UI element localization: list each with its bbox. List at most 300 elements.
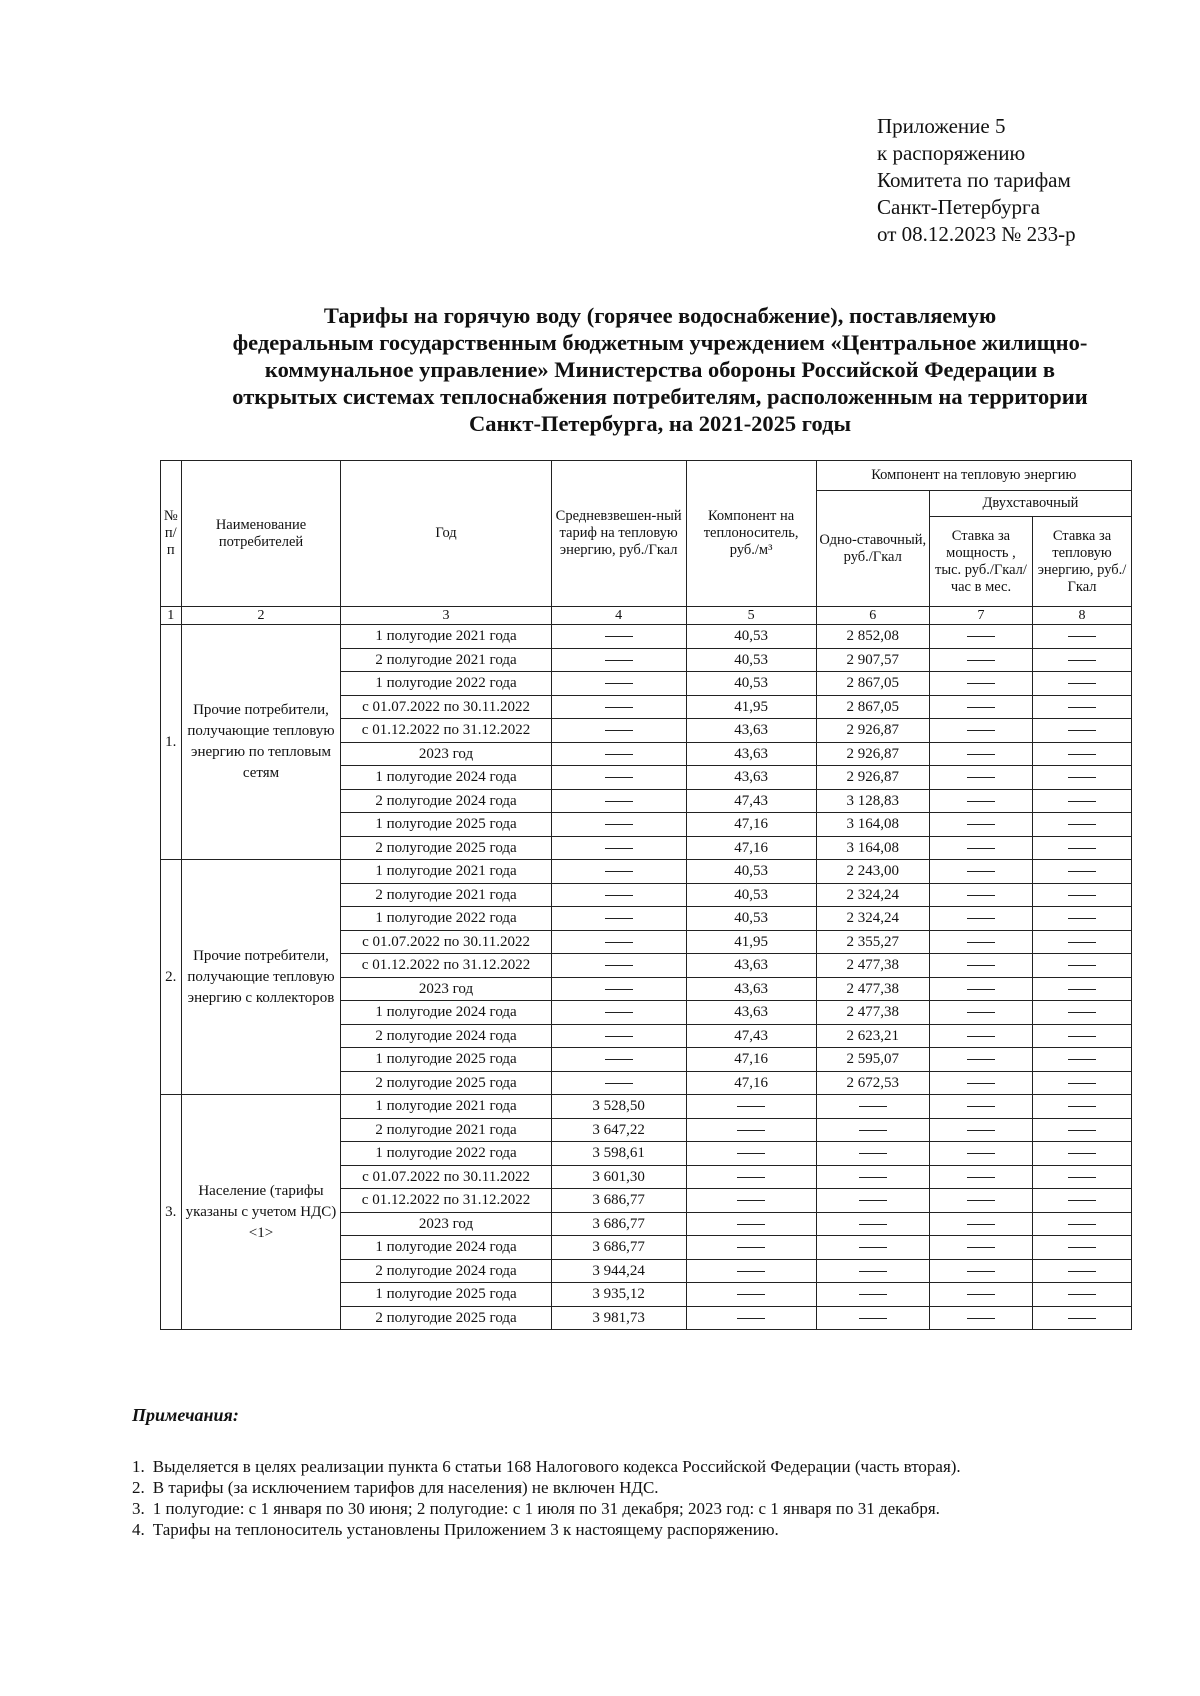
single-rate-cell: 3 128,83 <box>816 789 929 813</box>
header-year: Год <box>341 461 551 607</box>
period-cell: с 01.07.2022 по 30.11.2022 <box>341 930 551 954</box>
single-rate-cell: 2 926,87 <box>816 742 929 766</box>
dash-mark <box>967 1083 995 1084</box>
capacity-rate-cell <box>929 1306 1032 1330</box>
coolant-cell: 41,95 <box>686 695 816 719</box>
period-cell: с 01.07.2022 по 30.11.2022 <box>341 695 551 719</box>
capacity-rate-cell <box>929 1165 1032 1189</box>
dash-mark <box>1068 683 1096 684</box>
capacity-rate-cell <box>929 930 1032 954</box>
dash-mark <box>605 730 633 731</box>
single-rate-cell: 2 324,24 <box>816 907 929 931</box>
dash-mark <box>967 683 995 684</box>
dash-mark <box>605 871 633 872</box>
coolant-cell: 43,63 <box>686 954 816 978</box>
group-number: 1. <box>161 625 182 860</box>
avg-tariff-cell <box>551 907 686 931</box>
dash-mark <box>967 1177 995 1178</box>
title-line: открытых системах теплоснабжения потребителям, расположенным на территории <box>232 384 1088 409</box>
dash-mark <box>967 754 995 755</box>
dash-mark <box>737 1153 765 1154</box>
note-number: 2. <box>132 1478 145 1497</box>
energy-rate-cell <box>1033 1048 1132 1072</box>
column-number: 6 <box>816 607 929 625</box>
energy-rate-cell <box>1033 648 1132 672</box>
single-rate-cell: 2 907,57 <box>816 648 929 672</box>
dash-mark <box>1068 1083 1096 1084</box>
coolant-cell <box>686 1306 816 1330</box>
coolant-cell <box>686 1189 816 1213</box>
coolant-cell <box>686 1118 816 1142</box>
notes-title: Примечания: <box>132 1405 239 1425</box>
single-rate-cell: 2 926,87 <box>816 719 929 743</box>
capacity-rate-cell <box>929 883 1032 907</box>
avg-tariff-cell <box>551 954 686 978</box>
dash-mark <box>967 895 995 896</box>
coolant-cell <box>686 1142 816 1166</box>
energy-rate-cell <box>1033 930 1132 954</box>
single-rate-cell: 2 324,24 <box>816 883 929 907</box>
single-rate-cell: 2 477,38 <box>816 1001 929 1025</box>
consumer-group-name: Население (тарифы указаны с учетом НДС) <1> <box>181 1095 341 1330</box>
capacity-rate-cell <box>929 1259 1032 1283</box>
period-cell: с 01.12.2022 по 31.12.2022 <box>341 1189 551 1213</box>
table-row <box>161 625 1132 649</box>
note-item <box>132 1477 1112 1498</box>
header-energy-rate: Ставка за тепловую энергию, руб./Гкал <box>1033 517 1132 607</box>
dash-mark <box>859 1177 887 1178</box>
column-number: 3 <box>341 607 551 625</box>
avg-tariff-cell <box>551 1071 686 1095</box>
header-single-rate: Одно-ставочный, руб./Гкал <box>816 491 929 607</box>
avg-tariff-cell <box>551 625 686 649</box>
single-rate-cell <box>816 1189 929 1213</box>
capacity-rate-cell <box>929 672 1032 696</box>
capacity-rate-cell <box>929 1001 1032 1025</box>
period-cell: 1 полугодие 2021 года <box>341 1095 551 1119</box>
capacity-rate-cell <box>929 1283 1032 1307</box>
capacity-rate-cell <box>929 954 1032 978</box>
dash-mark <box>1068 1247 1096 1248</box>
dash-mark <box>605 1083 633 1084</box>
period-cell: 1 полугодие 2021 года <box>341 625 551 649</box>
coolant-cell: 40,53 <box>686 625 816 649</box>
capacity-rate-cell <box>929 766 1032 790</box>
single-rate-cell: 3 164,08 <box>816 813 929 837</box>
avg-tariff-cell: 3 935,12 <box>551 1283 686 1307</box>
avg-tariff-cell <box>551 719 686 743</box>
note-number: 3. <box>132 1499 145 1518</box>
energy-rate-cell <box>1033 719 1132 743</box>
period-cell: 1 полугодие 2024 года <box>341 1001 551 1025</box>
group-number: 2. <box>161 860 182 1095</box>
dash-mark <box>605 1012 633 1013</box>
dash-mark <box>967 1318 995 1319</box>
coolant-cell: 43,63 <box>686 1001 816 1025</box>
avg-tariff-cell <box>551 813 686 837</box>
coolant-cell <box>686 1259 816 1283</box>
avg-tariff-cell <box>551 695 686 719</box>
period-cell: 2023 год <box>341 1212 551 1236</box>
capacity-rate-cell <box>929 719 1032 743</box>
header-coolant: Компонент на теплоноситель, руб./м³ <box>686 461 816 607</box>
dash-mark <box>967 1224 995 1225</box>
header-consumer: Наименование потребителей <box>181 461 341 607</box>
avg-tariff-cell: 3 601,30 <box>551 1165 686 1189</box>
capacity-rate-cell <box>929 1118 1032 1142</box>
appendix-line: Комитета по тарифам <box>877 168 1071 192</box>
dash-mark <box>737 1224 765 1225</box>
dash-mark <box>737 1318 765 1319</box>
avg-tariff-cell <box>551 1048 686 1072</box>
dash-mark <box>1068 1059 1096 1060</box>
dash-mark <box>967 871 995 872</box>
capacity-rate-cell <box>929 648 1032 672</box>
energy-rate-cell <box>1033 1283 1132 1307</box>
dash-mark <box>605 989 633 990</box>
energy-rate-cell <box>1033 1189 1132 1213</box>
coolant-cell <box>686 1165 816 1189</box>
capacity-rate-cell <box>929 1048 1032 1072</box>
capacity-rate-cell <box>929 1212 1032 1236</box>
dash-mark <box>605 801 633 802</box>
dash-mark <box>967 636 995 637</box>
dash-mark <box>967 730 995 731</box>
dash-mark <box>967 1153 995 1154</box>
capacity-rate-cell <box>929 1189 1032 1213</box>
column-number: 5 <box>686 607 816 625</box>
dash-mark <box>1068 636 1096 637</box>
dash-mark <box>859 1247 887 1248</box>
single-rate-cell: 2 852,08 <box>816 625 929 649</box>
dash-mark <box>605 660 633 661</box>
dash-mark <box>1068 1177 1096 1178</box>
dash-mark <box>737 1247 765 1248</box>
period-cell: 1 полугодие 2025 года <box>341 813 551 837</box>
note-item <box>132 1519 1112 1540</box>
single-rate-cell <box>816 1236 929 1260</box>
dash-mark <box>1068 895 1096 896</box>
period-cell: 2 полугодие 2024 года <box>341 1024 551 1048</box>
avg-tariff-cell: 3 981,73 <box>551 1306 686 1330</box>
single-rate-cell <box>816 1259 929 1283</box>
period-cell: с 01.12.2022 по 31.12.2022 <box>341 954 551 978</box>
dash-mark <box>967 707 995 708</box>
period-cell: 1 полугодие 2022 года <box>341 1142 551 1166</box>
avg-tariff-cell: 3 944,24 <box>551 1259 686 1283</box>
dash-mark <box>737 1294 765 1295</box>
dash-mark <box>967 1200 995 1201</box>
capacity-rate-cell <box>929 789 1032 813</box>
dash-mark <box>859 1318 887 1319</box>
capacity-rate-cell <box>929 860 1032 884</box>
dash-mark <box>967 1271 995 1272</box>
avg-tariff-cell <box>551 977 686 1001</box>
dash-mark <box>605 707 633 708</box>
dash-mark <box>737 1177 765 1178</box>
dash-mark <box>1068 1036 1096 1037</box>
avg-tariff-cell: 3 598,61 <box>551 1142 686 1166</box>
single-rate-cell: 2 243,00 <box>816 860 929 884</box>
dash-mark <box>1068 1012 1096 1013</box>
header-two-rate: Двухставочный <box>929 491 1131 517</box>
dash-mark <box>967 942 995 943</box>
energy-rate-cell <box>1033 766 1132 790</box>
note-item <box>132 1456 1112 1477</box>
single-rate-cell: 2 623,21 <box>816 1024 929 1048</box>
appendix-line: Санкт-Петербурга <box>877 195 1040 219</box>
avg-tariff-cell <box>551 648 686 672</box>
energy-rate-cell <box>1033 907 1132 931</box>
avg-tariff-cell: 3 686,77 <box>551 1212 686 1236</box>
period-cell: с 01.07.2022 по 30.11.2022 <box>341 1165 551 1189</box>
dash-mark <box>859 1106 887 1107</box>
dash-mark <box>967 777 995 778</box>
consumer-group-name: Прочие потребители, получающие тепловую энергию по тепловым сетям <box>181 625 341 860</box>
coolant-cell: 47,16 <box>686 1071 816 1095</box>
coolant-cell: 47,16 <box>686 813 816 837</box>
dash-mark <box>859 1130 887 1131</box>
energy-rate-cell <box>1033 954 1132 978</box>
single-rate-cell: 2 926,87 <box>816 766 929 790</box>
capacity-rate-cell <box>929 742 1032 766</box>
avg-tariff-cell <box>551 1024 686 1048</box>
note-text: Выделяется в целях реализации пункта 6 статьи 168 Налогового кодекса Российской Федерации (часть вторая). <box>152 1457 961 1476</box>
dash-mark <box>737 1200 765 1201</box>
dash-mark <box>967 918 995 919</box>
energy-rate-cell <box>1033 1024 1132 1048</box>
energy-rate-cell <box>1033 742 1132 766</box>
energy-rate-cell <box>1033 813 1132 837</box>
period-cell: 2 полугодие 2021 года <box>341 1118 551 1142</box>
period-cell: 2 полугодие 2025 года <box>341 1071 551 1095</box>
single-rate-cell <box>816 1212 929 1236</box>
dash-mark <box>967 660 995 661</box>
dash-mark <box>967 1294 995 1295</box>
coolant-cell: 40,53 <box>686 883 816 907</box>
single-rate-cell <box>816 1142 929 1166</box>
avg-tariff-cell <box>551 766 686 790</box>
period-cell: 1 полугодие 2021 года <box>341 860 551 884</box>
appendix-line: Приложение 5 <box>877 114 1006 138</box>
note-text: Тарифы на теплоноситель установлены Приложением 3 к настоящему распоряжению. <box>152 1520 779 1539</box>
period-cell: 2023 год <box>341 742 551 766</box>
energy-rate-cell <box>1033 1212 1132 1236</box>
header-heat-component: Компонент на тепловую энергию <box>816 461 1131 491</box>
dash-mark <box>859 1271 887 1272</box>
table-body <box>161 607 1132 1330</box>
header-num: № п/п <box>161 461 182 607</box>
dash-mark <box>605 636 633 637</box>
appendix-line: к распоряжению <box>877 141 1026 165</box>
capacity-rate-cell <box>929 695 1032 719</box>
dash-mark <box>605 965 633 966</box>
single-rate-cell: 2 672,53 <box>816 1071 929 1095</box>
title-line: коммунальное управление» Министерства обороны Российской Федерации в <box>264 357 1056 382</box>
column-number: 2 <box>181 607 341 625</box>
energy-rate-cell <box>1033 977 1132 1001</box>
dash-mark <box>737 1106 765 1107</box>
dash-mark <box>605 754 633 755</box>
energy-rate-cell <box>1033 789 1132 813</box>
dash-mark <box>967 1106 995 1107</box>
avg-tariff-cell: 3 686,77 <box>551 1236 686 1260</box>
table-row <box>161 860 1132 884</box>
coolant-cell <box>686 1236 816 1260</box>
dash-mark <box>605 683 633 684</box>
avg-tariff-cell <box>551 930 686 954</box>
column-number: 8 <box>1033 607 1132 625</box>
dash-mark <box>859 1153 887 1154</box>
note-text: В тарифы (за исключением тарифов для населения) не включен НДС. <box>152 1478 659 1497</box>
dash-mark <box>605 918 633 919</box>
avg-tariff-cell <box>551 860 686 884</box>
dash-mark <box>737 1130 765 1131</box>
energy-rate-cell <box>1033 836 1132 860</box>
coolant-cell: 40,53 <box>686 907 816 931</box>
dash-mark <box>1068 989 1096 990</box>
dash-mark <box>605 942 633 943</box>
dash-mark <box>1068 848 1096 849</box>
coolant-cell: 47,43 <box>686 789 816 813</box>
column-number: 7 <box>929 607 1032 625</box>
dash-mark <box>1068 1130 1096 1131</box>
single-rate-cell: 2 595,07 <box>816 1048 929 1072</box>
dash-mark <box>967 989 995 990</box>
avg-tariff-cell <box>551 672 686 696</box>
coolant-cell <box>686 1212 816 1236</box>
period-cell: 2 полугодие 2021 года <box>341 648 551 672</box>
column-number: 1 <box>161 607 182 625</box>
capacity-rate-cell <box>929 836 1032 860</box>
coolant-cell: 47,16 <box>686 1048 816 1072</box>
coolant-cell: 40,53 <box>686 648 816 672</box>
coolant-cell: 43,63 <box>686 742 816 766</box>
tariff-table <box>160 460 1132 1330</box>
capacity-rate-cell <box>929 1024 1032 1048</box>
dash-mark <box>1068 777 1096 778</box>
coolant-cell: 43,63 <box>686 766 816 790</box>
title-line: федеральным государственным бюджетным учреждением «Центральное жилищно- <box>232 330 1088 355</box>
dash-mark <box>1068 754 1096 755</box>
dash-mark <box>1068 1294 1096 1295</box>
dash-mark <box>1068 1153 1096 1154</box>
capacity-rate-cell <box>929 977 1032 1001</box>
avg-tariff-cell: 3 647,22 <box>551 1118 686 1142</box>
capacity-rate-cell <box>929 1071 1032 1095</box>
column-number-row <box>161 607 1132 625</box>
period-cell: 2 полугодие 2024 года <box>341 1259 551 1283</box>
energy-rate-cell <box>1033 1306 1132 1330</box>
coolant-cell: 40,53 <box>686 672 816 696</box>
coolant-cell: 47,43 <box>686 1024 816 1048</box>
period-cell: 2 полугодие 2025 года <box>341 836 551 860</box>
dash-mark <box>967 1059 995 1060</box>
dash-mark <box>605 777 633 778</box>
energy-rate-cell <box>1033 1236 1132 1260</box>
avg-tariff-cell <box>551 836 686 860</box>
energy-rate-cell <box>1033 1071 1132 1095</box>
period-cell: 2 полугодие 2025 года <box>341 1306 551 1330</box>
dash-mark <box>1068 1200 1096 1201</box>
single-rate-cell <box>816 1095 929 1119</box>
energy-rate-cell <box>1033 1095 1132 1119</box>
dash-mark <box>859 1200 887 1201</box>
capacity-rate-cell <box>929 1142 1032 1166</box>
energy-rate-cell <box>1033 883 1132 907</box>
energy-rate-cell <box>1033 1259 1132 1283</box>
coolant-cell: 40,53 <box>686 860 816 884</box>
dash-mark <box>967 965 995 966</box>
dash-mark <box>605 895 633 896</box>
energy-rate-cell <box>1033 1001 1132 1025</box>
energy-rate-cell <box>1033 1118 1132 1142</box>
single-rate-cell: 2 477,38 <box>816 954 929 978</box>
dash-mark <box>1068 1318 1096 1319</box>
single-rate-cell: 2 867,05 <box>816 695 929 719</box>
dash-mark <box>1068 871 1096 872</box>
column-number: 4 <box>551 607 686 625</box>
capacity-rate-cell <box>929 813 1032 837</box>
coolant-cell <box>686 1095 816 1119</box>
single-rate-cell: 2 477,38 <box>816 977 929 1001</box>
period-cell: 1 полугодие 2024 года <box>341 1236 551 1260</box>
dash-mark <box>1068 1224 1096 1225</box>
dash-mark <box>605 824 633 825</box>
dash-mark <box>967 1012 995 1013</box>
table-header <box>161 461 1132 607</box>
note-number: 1. <box>132 1457 145 1476</box>
dash-mark <box>605 1036 633 1037</box>
dash-mark <box>967 824 995 825</box>
single-rate-cell: 3 164,08 <box>816 836 929 860</box>
single-rate-cell <box>816 1118 929 1142</box>
header-capacity-rate: Ставка за мощность , тыс. руб./Гкал/ час в мес. <box>929 517 1032 607</box>
dash-mark <box>1068 707 1096 708</box>
capacity-rate-cell <box>929 907 1032 931</box>
energy-rate-cell <box>1033 1142 1132 1166</box>
avg-tariff-cell <box>551 1001 686 1025</box>
energy-rate-cell <box>1033 625 1132 649</box>
dash-mark <box>737 1271 765 1272</box>
avg-tariff-cell <box>551 742 686 766</box>
single-rate-cell <box>816 1165 929 1189</box>
note-text: 1 полугодие: с 1 января по 30 июня; 2 полугодие: с 1 июля по 31 декабря; 2023 год: с 1 января по 31 декабря. <box>152 1499 940 1518</box>
single-rate-cell: 2 867,05 <box>816 672 929 696</box>
dash-mark <box>859 1224 887 1225</box>
table-row <box>161 1095 1132 1119</box>
dash-mark <box>967 1036 995 1037</box>
dash-mark <box>1068 942 1096 943</box>
period-cell: 1 полугодие 2022 года <box>341 672 551 696</box>
dash-mark <box>605 1059 633 1060</box>
avg-tariff-cell: 3 686,77 <box>551 1189 686 1213</box>
header-avg-tariff: Средневзвешен-ный тариф на тепловую энергию, руб./Гкал <box>551 461 686 607</box>
period-cell: с 01.12.2022 по 31.12.2022 <box>341 719 551 743</box>
dash-mark <box>1068 918 1096 919</box>
capacity-rate-cell <box>929 1236 1032 1260</box>
group-number: 3. <box>161 1095 182 1330</box>
dash-mark <box>1068 801 1096 802</box>
avg-tariff-cell: 3 528,50 <box>551 1095 686 1119</box>
title-line: Санкт-Петербурга, на 2021-2025 годы <box>468 411 852 436</box>
dash-mark <box>605 848 633 849</box>
document-title <box>180 302 1140 437</box>
coolant-cell <box>686 1283 816 1307</box>
single-rate-cell: 2 355,27 <box>816 930 929 954</box>
title-line: Тарифы на горячую воду (горячее водоснабжение), поставляемую <box>323 303 997 328</box>
period-cell: 2 полугодие 2021 года <box>341 883 551 907</box>
